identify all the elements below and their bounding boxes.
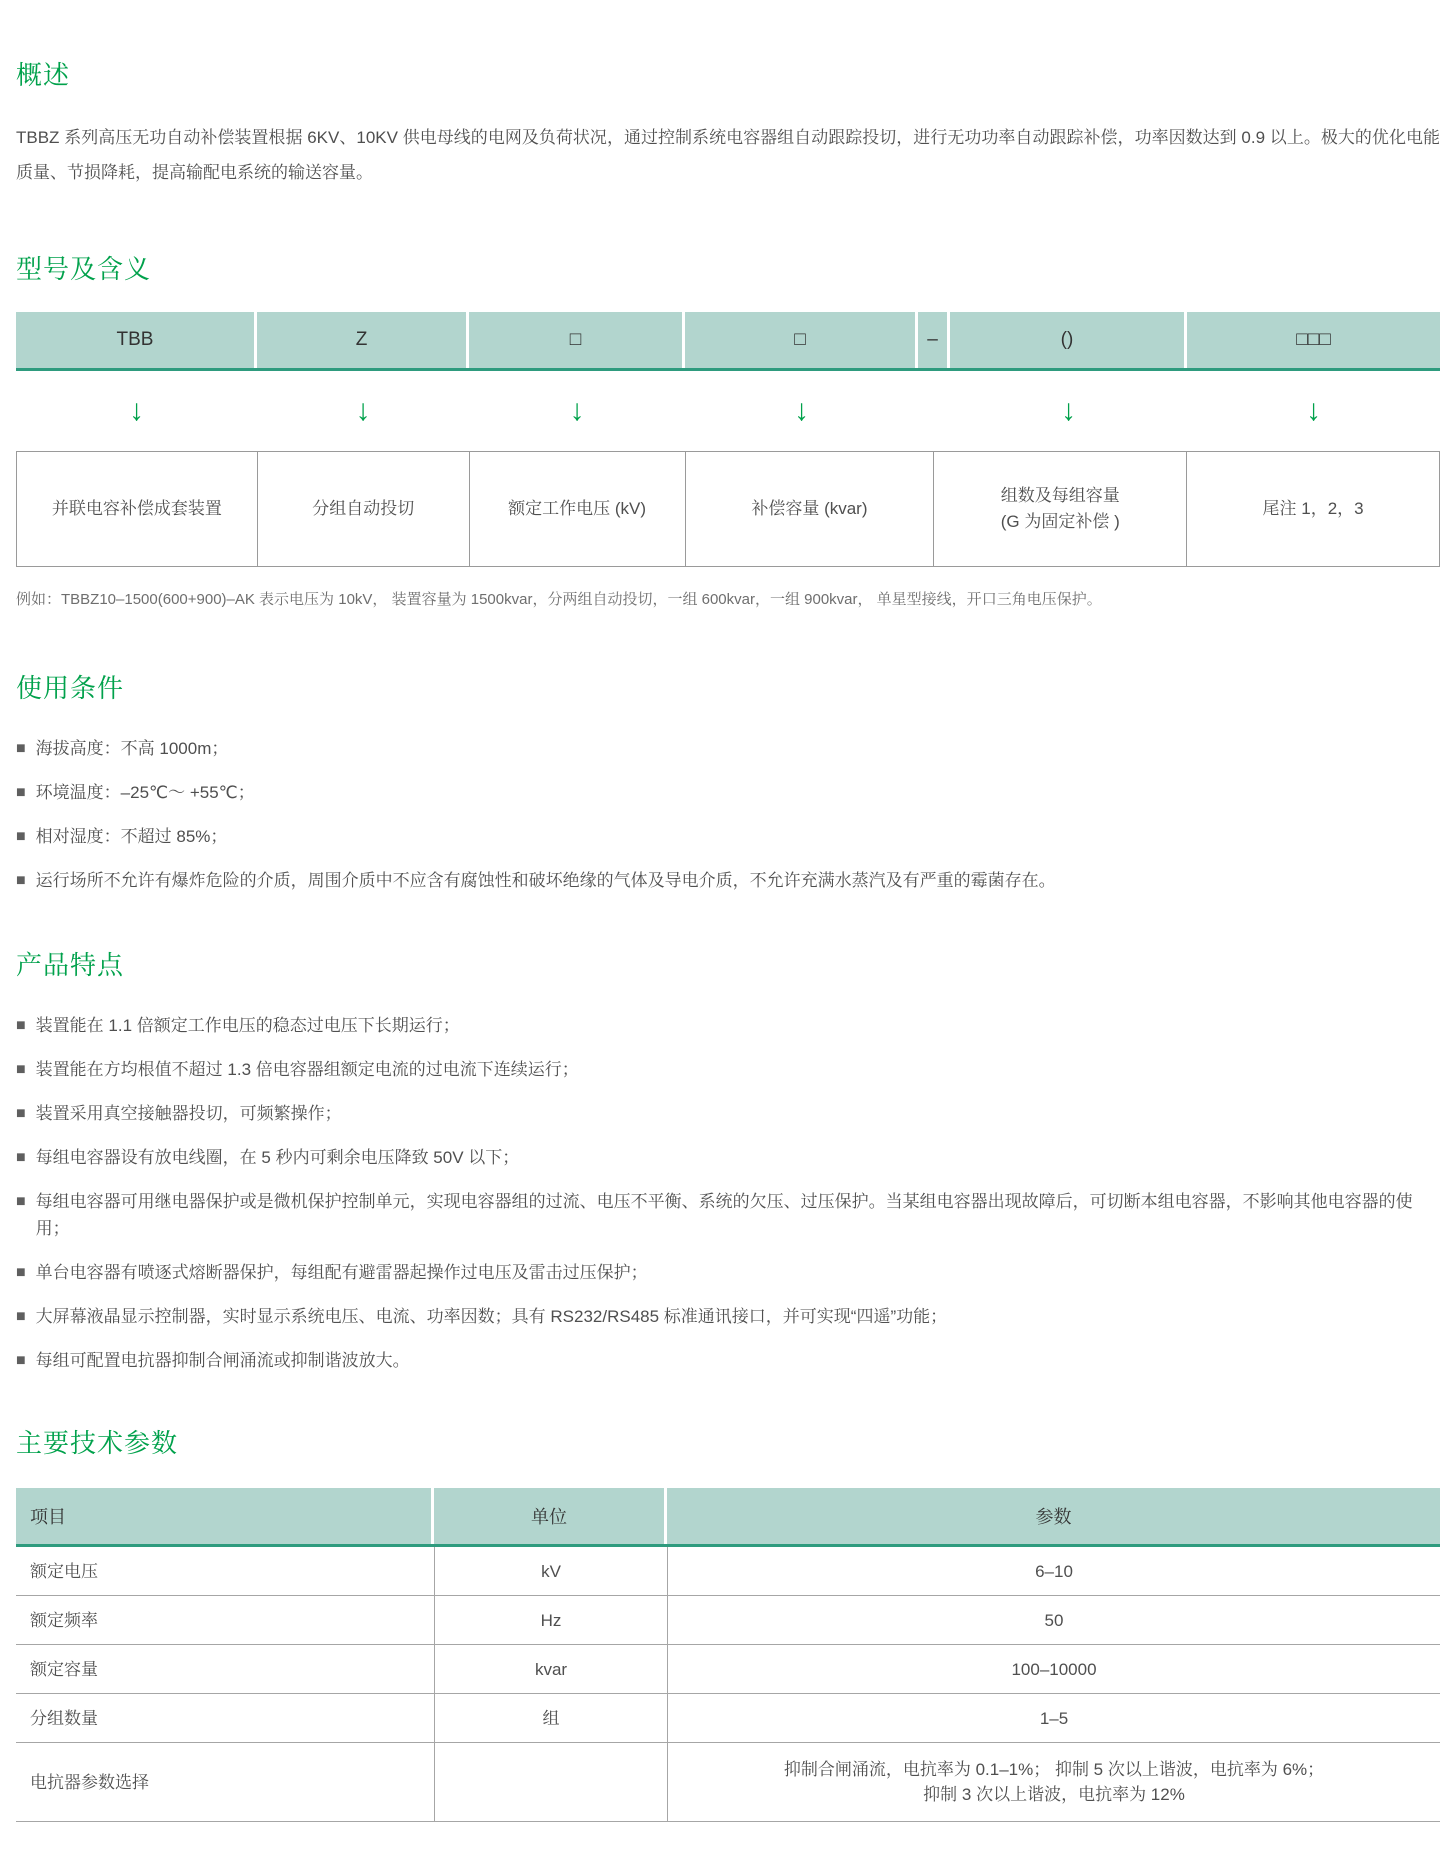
model-code-segment-suffix-boxes: □□□ (1296, 329, 1331, 350)
features-list (16, 1012, 1440, 1374)
table-row (16, 1547, 1440, 1596)
feature-text: 装置采用真空接触器投切，可频繁操作； (35, 1104, 342, 1123)
square-bullet-icon: ■ (16, 1308, 26, 1325)
down-arrow-icon: ↓ (129, 394, 144, 427)
model-descriptions-row (16, 451, 1440, 567)
list-item (16, 1012, 1440, 1039)
down-arrow-icon: ↓ (569, 394, 585, 427)
square-bullet-icon: ■ (16, 1149, 26, 1166)
model-code-segment-z: Z (257, 312, 469, 368)
list-item (16, 1259, 1440, 1286)
model-example-note: 例如：TBBZ10–1500(600+900)–AK 表示电压为 10kV， 装置容量为 1500kvar，分两组自动投切，一组 600kvar，一组 900kvar， 单星型接线，开口三角电压保护。 (16, 591, 1102, 608)
param-item: 分组数量 (30, 1708, 98, 1728)
model-desc-shunt-capacitor-set: 并联电容补偿成套装置 (17, 452, 258, 566)
param-item: 额定频率 (30, 1610, 98, 1630)
square-bullet-icon: ■ (16, 1193, 26, 1210)
down-arrow-icon: ↓ (355, 394, 371, 427)
square-bullet-icon: ■ (16, 1264, 26, 1281)
square-bullet-icon: ■ (16, 828, 26, 845)
params-section-title: 主要技术参数 (16, 1428, 179, 1458)
model-section-title: 型号及含义 (16, 254, 152, 284)
param-item: 额定电压 (30, 1561, 98, 1581)
list-item (16, 1303, 1440, 1330)
params-table-header-row (16, 1488, 1440, 1547)
feature-text: 每组电容器可用继电器保护或是微机保护控制单元，实现电容器组的过流、电压不平衡、系统的欠压、过压保护。当某组电容器出现故障后，可切断本组电容器，不影响其他电容器的使用； (35, 1192, 1413, 1238)
model-code-header-row (16, 312, 1440, 371)
model-code-segment-capacity-box: □ (685, 312, 918, 368)
features-section-title: 产品特点 (16, 950, 125, 980)
list-item (16, 779, 1440, 806)
param-value: 50 (667, 1596, 1440, 1644)
list-item (16, 823, 1440, 850)
list-item (16, 1144, 1440, 1171)
square-bullet-icon: ■ (16, 1105, 26, 1122)
overview-paragraph: TBBZ 系列高压无功自动补偿装置根据 6KV、10KV 供电母线的电网及负荷状况，通过控制系统电容器组自动跟踪投切，进行无功功率自动跟踪补偿，功率因数达到 0.9 以上。极大的优化电能质量、节损降耗，提高输配电系统的输送容量。 (16, 128, 1440, 182)
model-code-segment-voltage-box: □ (469, 312, 685, 368)
feature-text: 每组电容器设有放电线圈，在 5 秒内可剩余电压降致 50V 以下； (35, 1148, 520, 1167)
arrow-spacer (918, 371, 950, 451)
list-item (16, 867, 1440, 894)
model-desc-group-capacity: 组数及每组容量 (G 为固定补偿 ) (934, 452, 1187, 566)
model-code-segment-tbb: TBB (16, 312, 257, 368)
table-row (16, 1694, 1440, 1743)
condition-text: 运行场所不允许有爆炸危险的介质，周围介质中不应含有腐蚀性和破坏绝缘的气体及导电介质，不允许充满水蒸汽及有严重的霉菌存在。 (35, 871, 1056, 890)
param-value: 100–10000 (667, 1645, 1440, 1693)
param-value-line2: 抑制 3 次以上谐波，电抗率为 12% (923, 1785, 1185, 1804)
down-arrow-icon: ↓ (1306, 394, 1321, 427)
model-arrows-row (16, 371, 1440, 451)
param-value (667, 1743, 1440, 1821)
param-item: 电抗器参数选择 (30, 1772, 149, 1792)
table-row (16, 1645, 1440, 1694)
list-item (16, 735, 1440, 762)
param-unit: kV (434, 1547, 667, 1595)
feature-text: 每组可配置电抗器抑制合闸涌流或抑制谐波放大。 (35, 1351, 410, 1370)
square-bullet-icon: ■ (16, 1017, 26, 1034)
model-code-segment-dash: – (918, 312, 950, 368)
param-item: 额定容量 (30, 1659, 98, 1679)
conditions-list (16, 735, 1440, 894)
column-header-item: 项目 (16, 1488, 434, 1544)
down-arrow-icon: ↓ (794, 394, 809, 427)
square-bullet-icon: ■ (16, 1061, 26, 1078)
table-row (16, 1596, 1440, 1645)
param-value: 6–10 (667, 1547, 1440, 1595)
conditions-section-title: 使用条件 (16, 673, 125, 703)
param-unit: kvar (434, 1645, 667, 1693)
condition-text: 海拔高度：不高 1000m； (35, 739, 229, 758)
model-desc-compensation-capacity: 补偿容量 (kvar) (686, 452, 935, 566)
square-bullet-icon: ■ (16, 872, 26, 889)
table-row (16, 1743, 1440, 1822)
condition-text: 相对湿度：不超过 85%； (35, 827, 228, 846)
list-item (16, 1056, 1440, 1083)
column-header-unit: 单位 (434, 1488, 667, 1544)
list-item (16, 1347, 1440, 1374)
overview-section-title: 概述 (16, 60, 71, 90)
column-header-value: 参数 (1035, 1507, 1072, 1527)
feature-text: 大屏幕液晶显示控制器，实时显示系统电压、电流、功率因数；具有 RS232/RS485 标准通讯接口，并可实现“四遥”功能； (35, 1307, 948, 1326)
square-bullet-icon: ■ (16, 740, 26, 757)
square-bullet-icon: ■ (16, 784, 26, 801)
feature-text: 装置能在 1.1 倍额定工作电压的稳态过电压下长期运行； (35, 1016, 460, 1035)
feature-text: 单台电容器有喷逐式熔断器保护，每组配有避雷器起操作过电压及雷击过压保护； (35, 1263, 648, 1282)
condition-text: 环境温度：–25℃～ +55℃； (35, 783, 255, 802)
model-desc-auto-switching: 分组自动投切 (258, 452, 470, 566)
down-arrow-icon: ↓ (1061, 394, 1076, 427)
param-value: 1–5 (667, 1694, 1440, 1742)
model-desc-suffix-note: 尾注 1，2，3 (1187, 452, 1440, 566)
param-unit: Hz (434, 1596, 667, 1644)
feature-text: 装置能在方均根值不超过 1.3 倍电容器组额定电流的过电流下连续运行； (35, 1060, 579, 1079)
list-item (16, 1188, 1440, 1242)
list-item (16, 1100, 1440, 1127)
model-desc-rated-voltage: 额定工作电压 (kV) (470, 452, 686, 566)
param-unit (434, 1743, 667, 1821)
model-code-segment-parens: () (950, 312, 1187, 368)
param-unit: 组 (434, 1694, 667, 1742)
square-bullet-icon: ■ (16, 1352, 26, 1369)
param-value-line1: 抑制合闸涌流，电抗率为 0.1–1%； 抑制 5 次以上谐波，电抗率为 6%； (783, 1760, 1325, 1779)
